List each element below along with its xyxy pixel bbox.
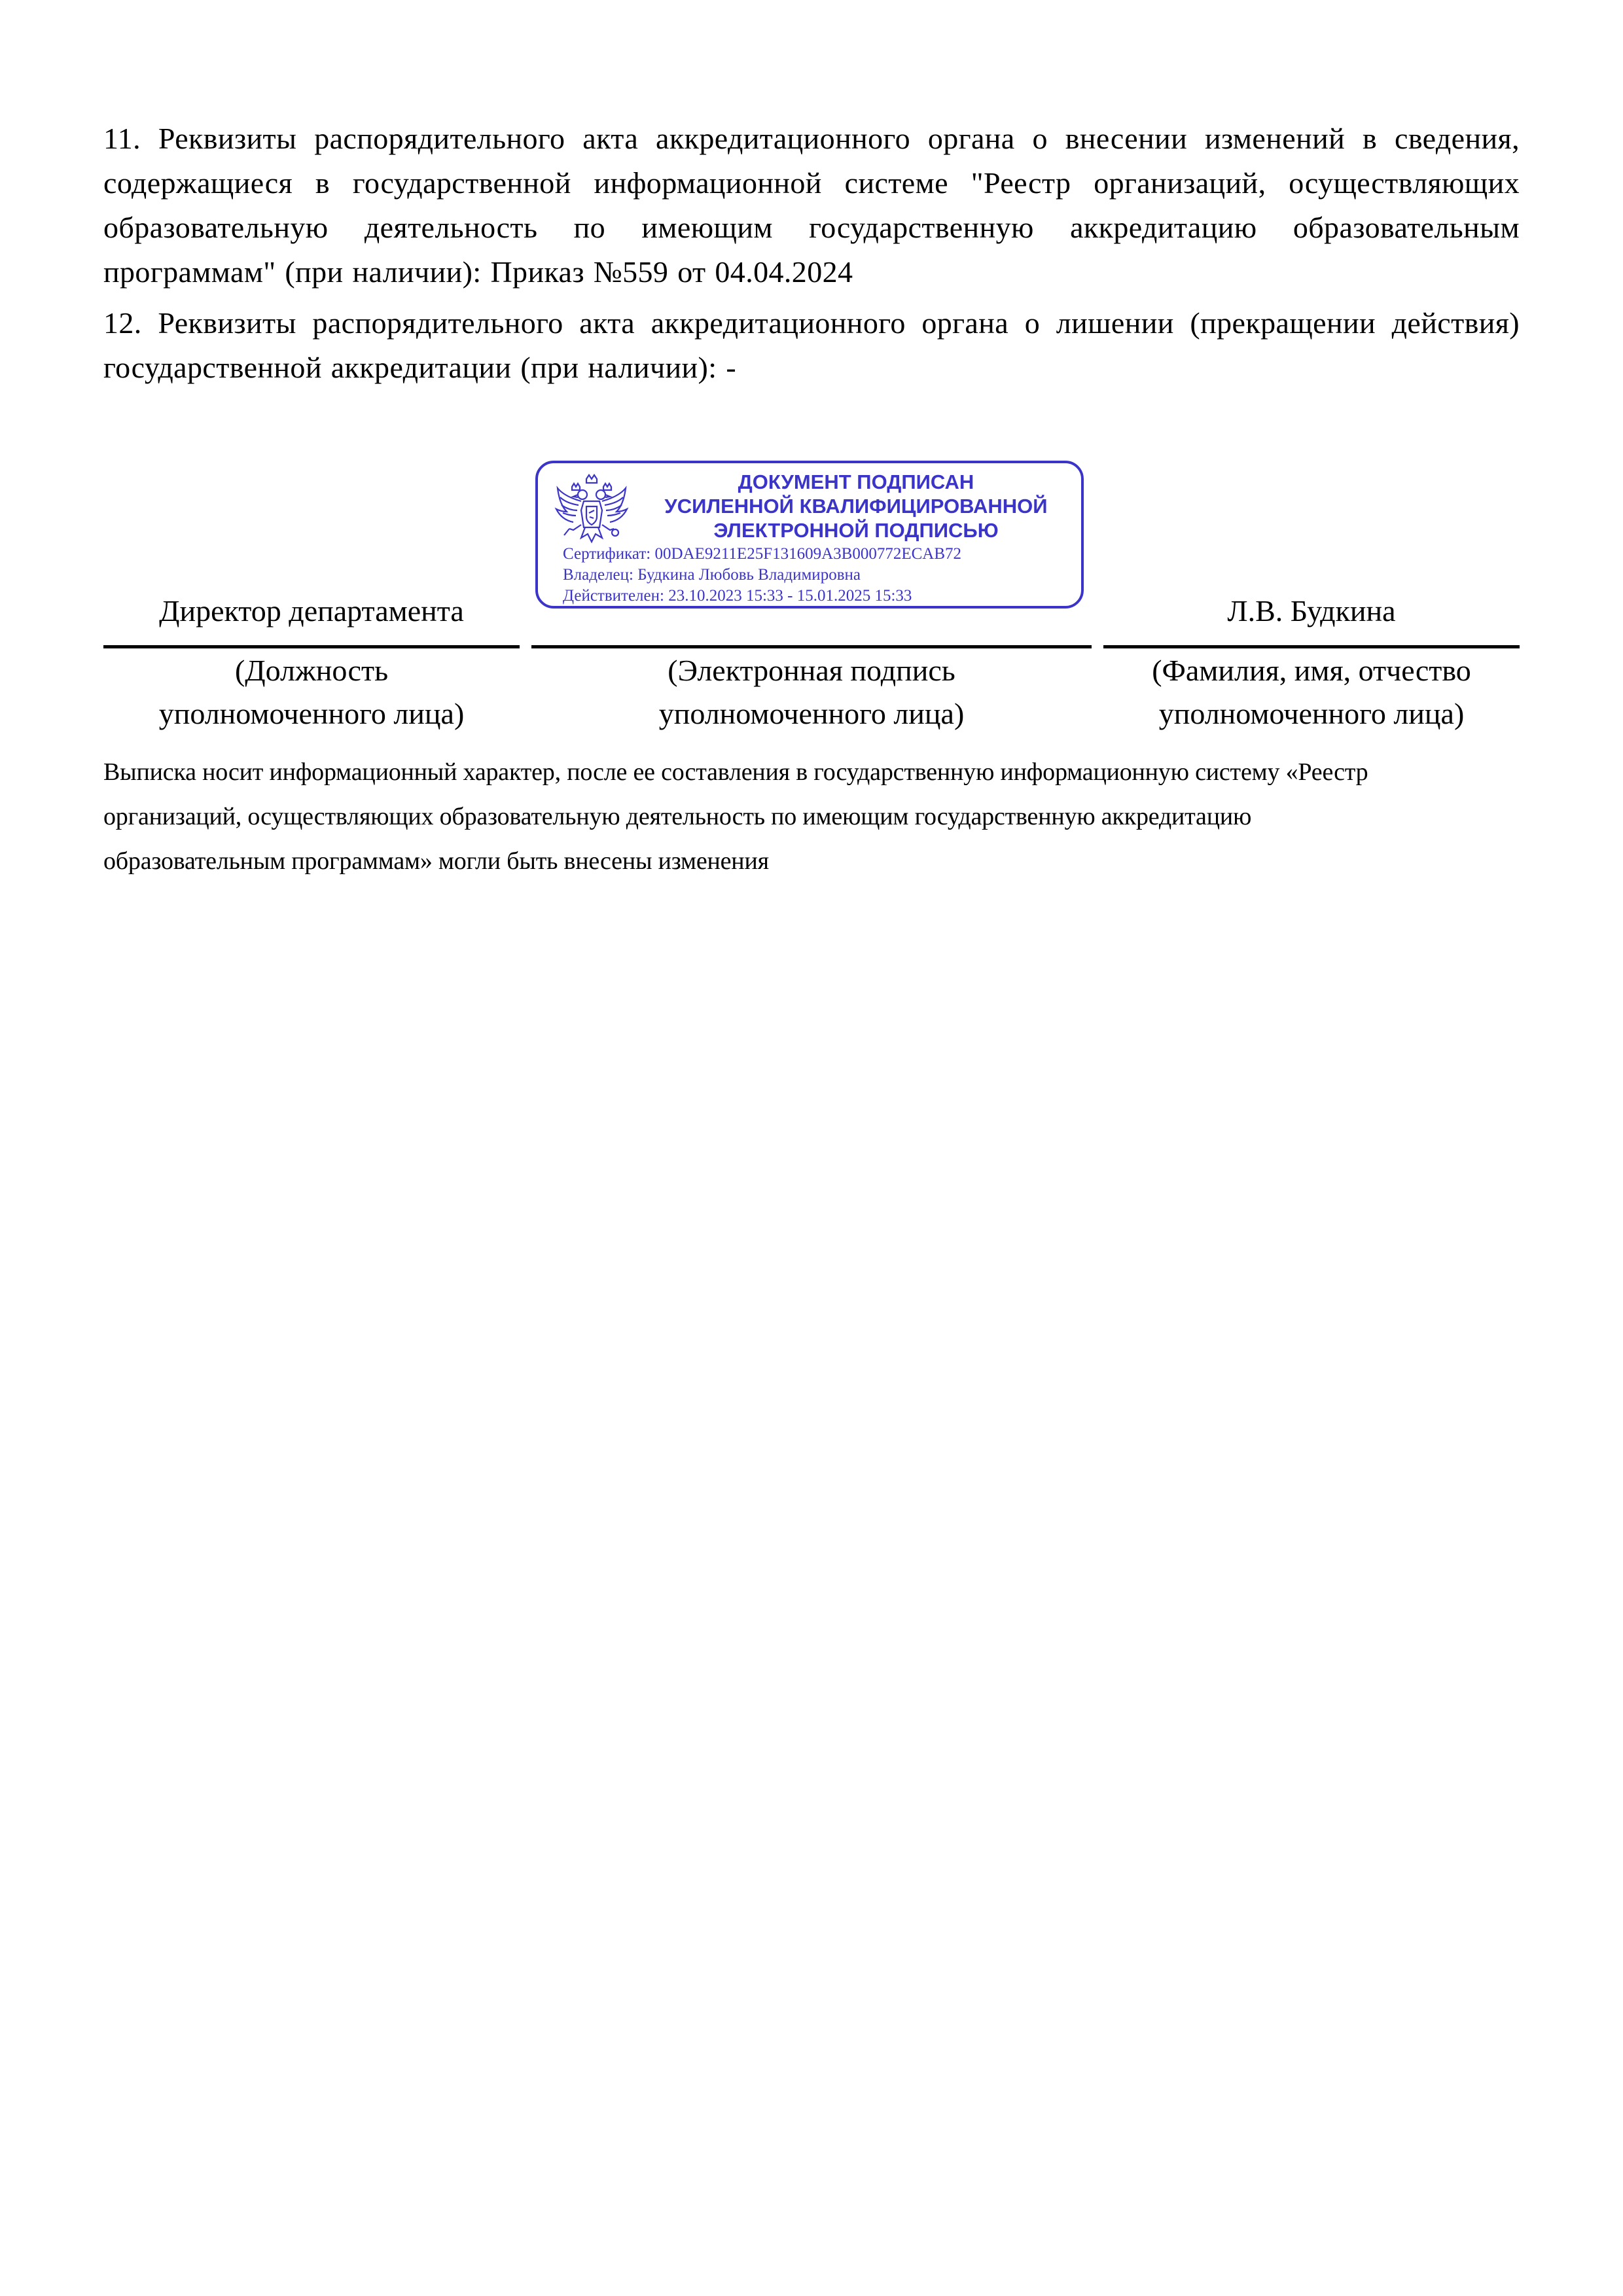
stamp-validity: Действителен: 23.10.2023 15:33 - 15.01.2025 15:33	[563, 587, 912, 605]
name-caption	[1103, 649, 1520, 735]
stamp-heading-line-1: ДОКУМЕНТ ПОДПИСАН	[738, 470, 974, 493]
disclaimer-line-3: образовательным программам» могли быть внесены изменения	[103, 847, 769, 875]
coat-of-arms-icon	[552, 472, 631, 554]
name-caption-line-2: уполномоченного лица)	[1158, 697, 1465, 730]
signer-name: Л.В. Будкина	[1227, 594, 1396, 627]
item-12-paragraph: 12. Реквизиты распорядительного акта аккредитационного органа о лишении (прекращении действия) государственной аккредитации (при наличии): -	[103, 306, 1520, 384]
stamp-certificate: Сертификат: 00DAE9211E25F131609A3B000772ECAB72	[563, 545, 961, 563]
position-caption-line-1: (Должность	[234, 654, 389, 687]
signature-caption-line-1: (Электронная подпись	[668, 654, 955, 687]
disclaimer-note	[103, 750, 1524, 883]
item-11-paragraph: 11. Реквизиты распорядительного акта аккредитационного органа о внесении изменений в сведения, содержащиеся в государственной информационной системе "Реестр организаций, осуществляющих образовательную деятельность по имеющим государственную аккредитацию образовательным программам" (при наличии): Приказ №559 от 04.04.2024	[103, 122, 1520, 289]
stamp-heading	[636, 470, 1076, 542]
position-caption-line-2: уполномоченного лица)	[158, 697, 465, 730]
electronic-signature-stamp	[535, 461, 1084, 609]
name-underline	[1103, 645, 1520, 648]
stamp-heading-line-2: УСИЛЕННОЙ КВАЛИФИЦИРОВАННОЙ	[664, 495, 1048, 518]
disclaimer-line-1: Выписка носит информационный характер, после ее составления в государственную информационную систему «Реестр	[103, 758, 1368, 786]
name-caption-line-1: (Фамилия, имя, отчество	[1152, 654, 1471, 687]
signature-caption-line-2: уполномоченного лица)	[658, 697, 965, 730]
signature-underline	[531, 645, 1092, 648]
stamp-owner: Владелец: Будкина Любовь Владимировна	[563, 566, 861, 584]
signer-position: Директор департамента	[159, 594, 464, 627]
position-caption	[103, 649, 520, 735]
position-underline	[103, 645, 520, 648]
disclaimer-line-2: организаций, осуществляющих образовательную деятельность по имеющим государственную аккредитацию	[103, 803, 1252, 830]
stamp-heading-line-3: ЭЛЕКТРОННОЙ ПОДПИСЬЮ	[713, 519, 999, 542]
signature-caption	[531, 649, 1092, 735]
